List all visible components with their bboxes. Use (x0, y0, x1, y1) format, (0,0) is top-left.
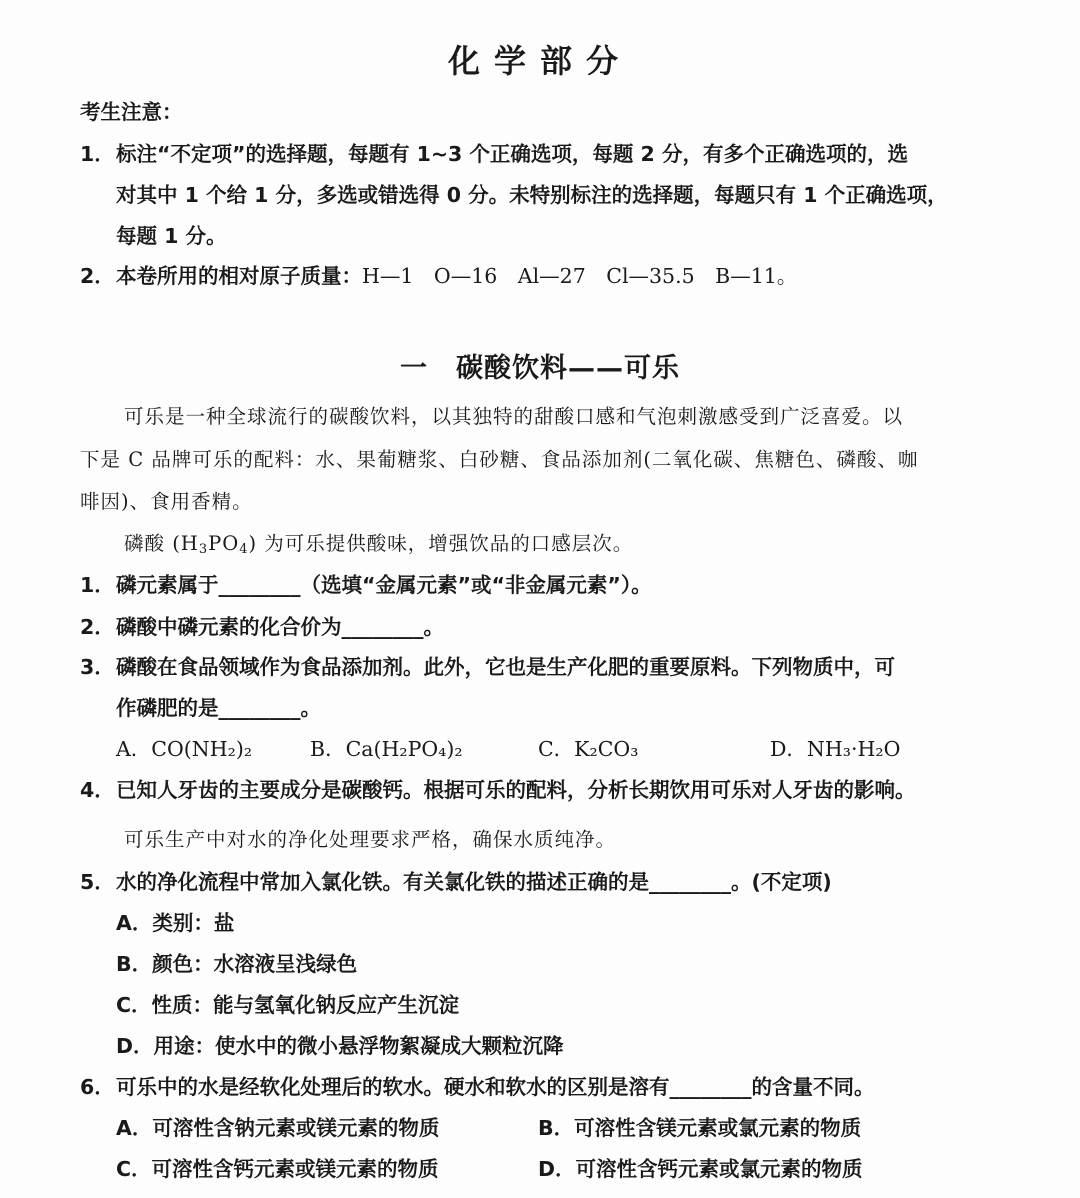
question-3-option-a[interactable]: A．CO(NH₂)₂ (116, 737, 253, 761)
question-2-text: 磷酸中磷元素的化合价为________。 (116, 615, 444, 639)
passage-p1-line-3: 啡因)、食用香精。 (80, 490, 253, 513)
question-3-option-b[interactable]: B．Ca(H₂PO₄)₂ (310, 737, 463, 761)
notice-item-2-number: 2． (80, 264, 115, 288)
question-6-option-b[interactable]: B．可溶性含镁元素或氯元素的物质 (538, 1116, 862, 1140)
notice-item-1-line-2: 对其中 1 个给 1 分，多选或错选得 0 分。未特别标注的选择题，每题只有 1 个正确选项， (116, 183, 948, 207)
question-1 (80, 571, 652, 599)
notice-item-1-line-1: 标注“不定项”的选择题，每题有 1~3 个正确选项，每题 2 分，有多个正确选项的，选 (116, 142, 908, 166)
atomic-masses: H—1 O—16 Al—27 Cl—35.5 B—11。 (362, 264, 798, 288)
question-6-number: 6． (80, 1075, 115, 1099)
question-4-text: 已知人牙齿的主要成分是碳酸钙。根据可乐的配料，分析长期饮用可乐对人牙齿的影响。 (116, 778, 916, 802)
question-5-option-a[interactable]: A．类别：盐 (116, 911, 235, 935)
passage-p2 (124, 530, 633, 558)
question-4 (80, 776, 916, 804)
notice-heading: 考生注意： (80, 100, 183, 124)
page-title: 化学部分 (447, 42, 632, 80)
question-6 (80, 1073, 875, 1101)
question-4-number: 4． (80, 778, 115, 802)
question-6-option-c[interactable]: C．可溶性含钙元素或镁元素的物质 (116, 1157, 439, 1181)
question-5 (80, 868, 832, 896)
passage-p1-line-1: 可乐是一种全球流行的碳酸饮料，以其独特的甜酸口感和气泡刺激感受到广泛喜爱。以 (124, 405, 904, 428)
question-5-number: 5． (80, 870, 115, 894)
passage-p2-sub-2: 4 (239, 542, 249, 557)
question-5-option-d[interactable]: D．用途：使水中的微小悬浮物絮凝成大颗粒沉降 (116, 1034, 564, 1058)
question-2-number: 2． (80, 615, 115, 639)
passage-p1-line-2: 下是 C 品牌可乐的配料：水、果葡糖浆、白砂糖、食品添加剂(二氧化碳、焦糖色、磷酸、咖 (80, 448, 919, 471)
passage-p2-mid: PO (208, 532, 240, 555)
question-1-number: 1． (80, 573, 115, 597)
question-1-text: 磷元素属于________（选填“金属元素”或“非金属元素”）。 (116, 573, 652, 597)
passage-p2-pre: 磷酸 (H (124, 532, 199, 555)
section-title: 一 碳酸饮料——可乐 (400, 353, 680, 384)
question-5-text: 水的净化流程中常加入氯化铁。有关氯化铁的描述正确的是________。(不定项) (116, 870, 832, 894)
question-3-option-c[interactable]: C．K₂CO₃ (538, 737, 639, 761)
question-5-option-b[interactable]: B．颜色：水溶液呈浅绿色 (116, 952, 358, 976)
notice-item-1 (80, 140, 908, 168)
notice-item-1-number: 1． (80, 142, 115, 166)
passage-p2-sub-1: 3 (198, 542, 209, 557)
passage-p3: 可乐生产中对水的净化处理要求严格，确保水质纯净。 (124, 828, 617, 851)
question-6-option-a[interactable]: A．可溶性含钠元素或镁元素的物质 (116, 1116, 440, 1140)
question-6-text: 可乐中的水是经软化处理后的软水。硬水和软水的区别是溶有________的含量不同。 (116, 1075, 875, 1099)
question-3 (80, 653, 895, 681)
question-2 (80, 613, 444, 641)
notice-item-1-line-3: 每题 1 分。 (116, 224, 227, 248)
passage-p2-post: ) 为可乐提供酸味，增强饮品的口感层次。 (248, 532, 634, 555)
question-3-line-2: 作磷肥的是________。 (116, 696, 321, 720)
notice-item-2 (80, 262, 797, 290)
question-3-number: 3． (80, 655, 115, 679)
question-5-option-c[interactable]: C．性质：能与氢氧化钠反应产生沉淀 (116, 993, 460, 1017)
question-3-line-1: 磷酸在食品领域作为食品添加剂。此外，它也是生产化肥的重要原料。下列物质中，可 (116, 655, 895, 679)
notice-item-2-label: 本卷所用的相对原子质量： (116, 264, 362, 288)
question-6-option-d[interactable]: D．可溶性含钙元素或氯元素的物质 (538, 1157, 863, 1181)
question-3-option-d[interactable]: D．NH₃·H₂O (770, 737, 901, 761)
